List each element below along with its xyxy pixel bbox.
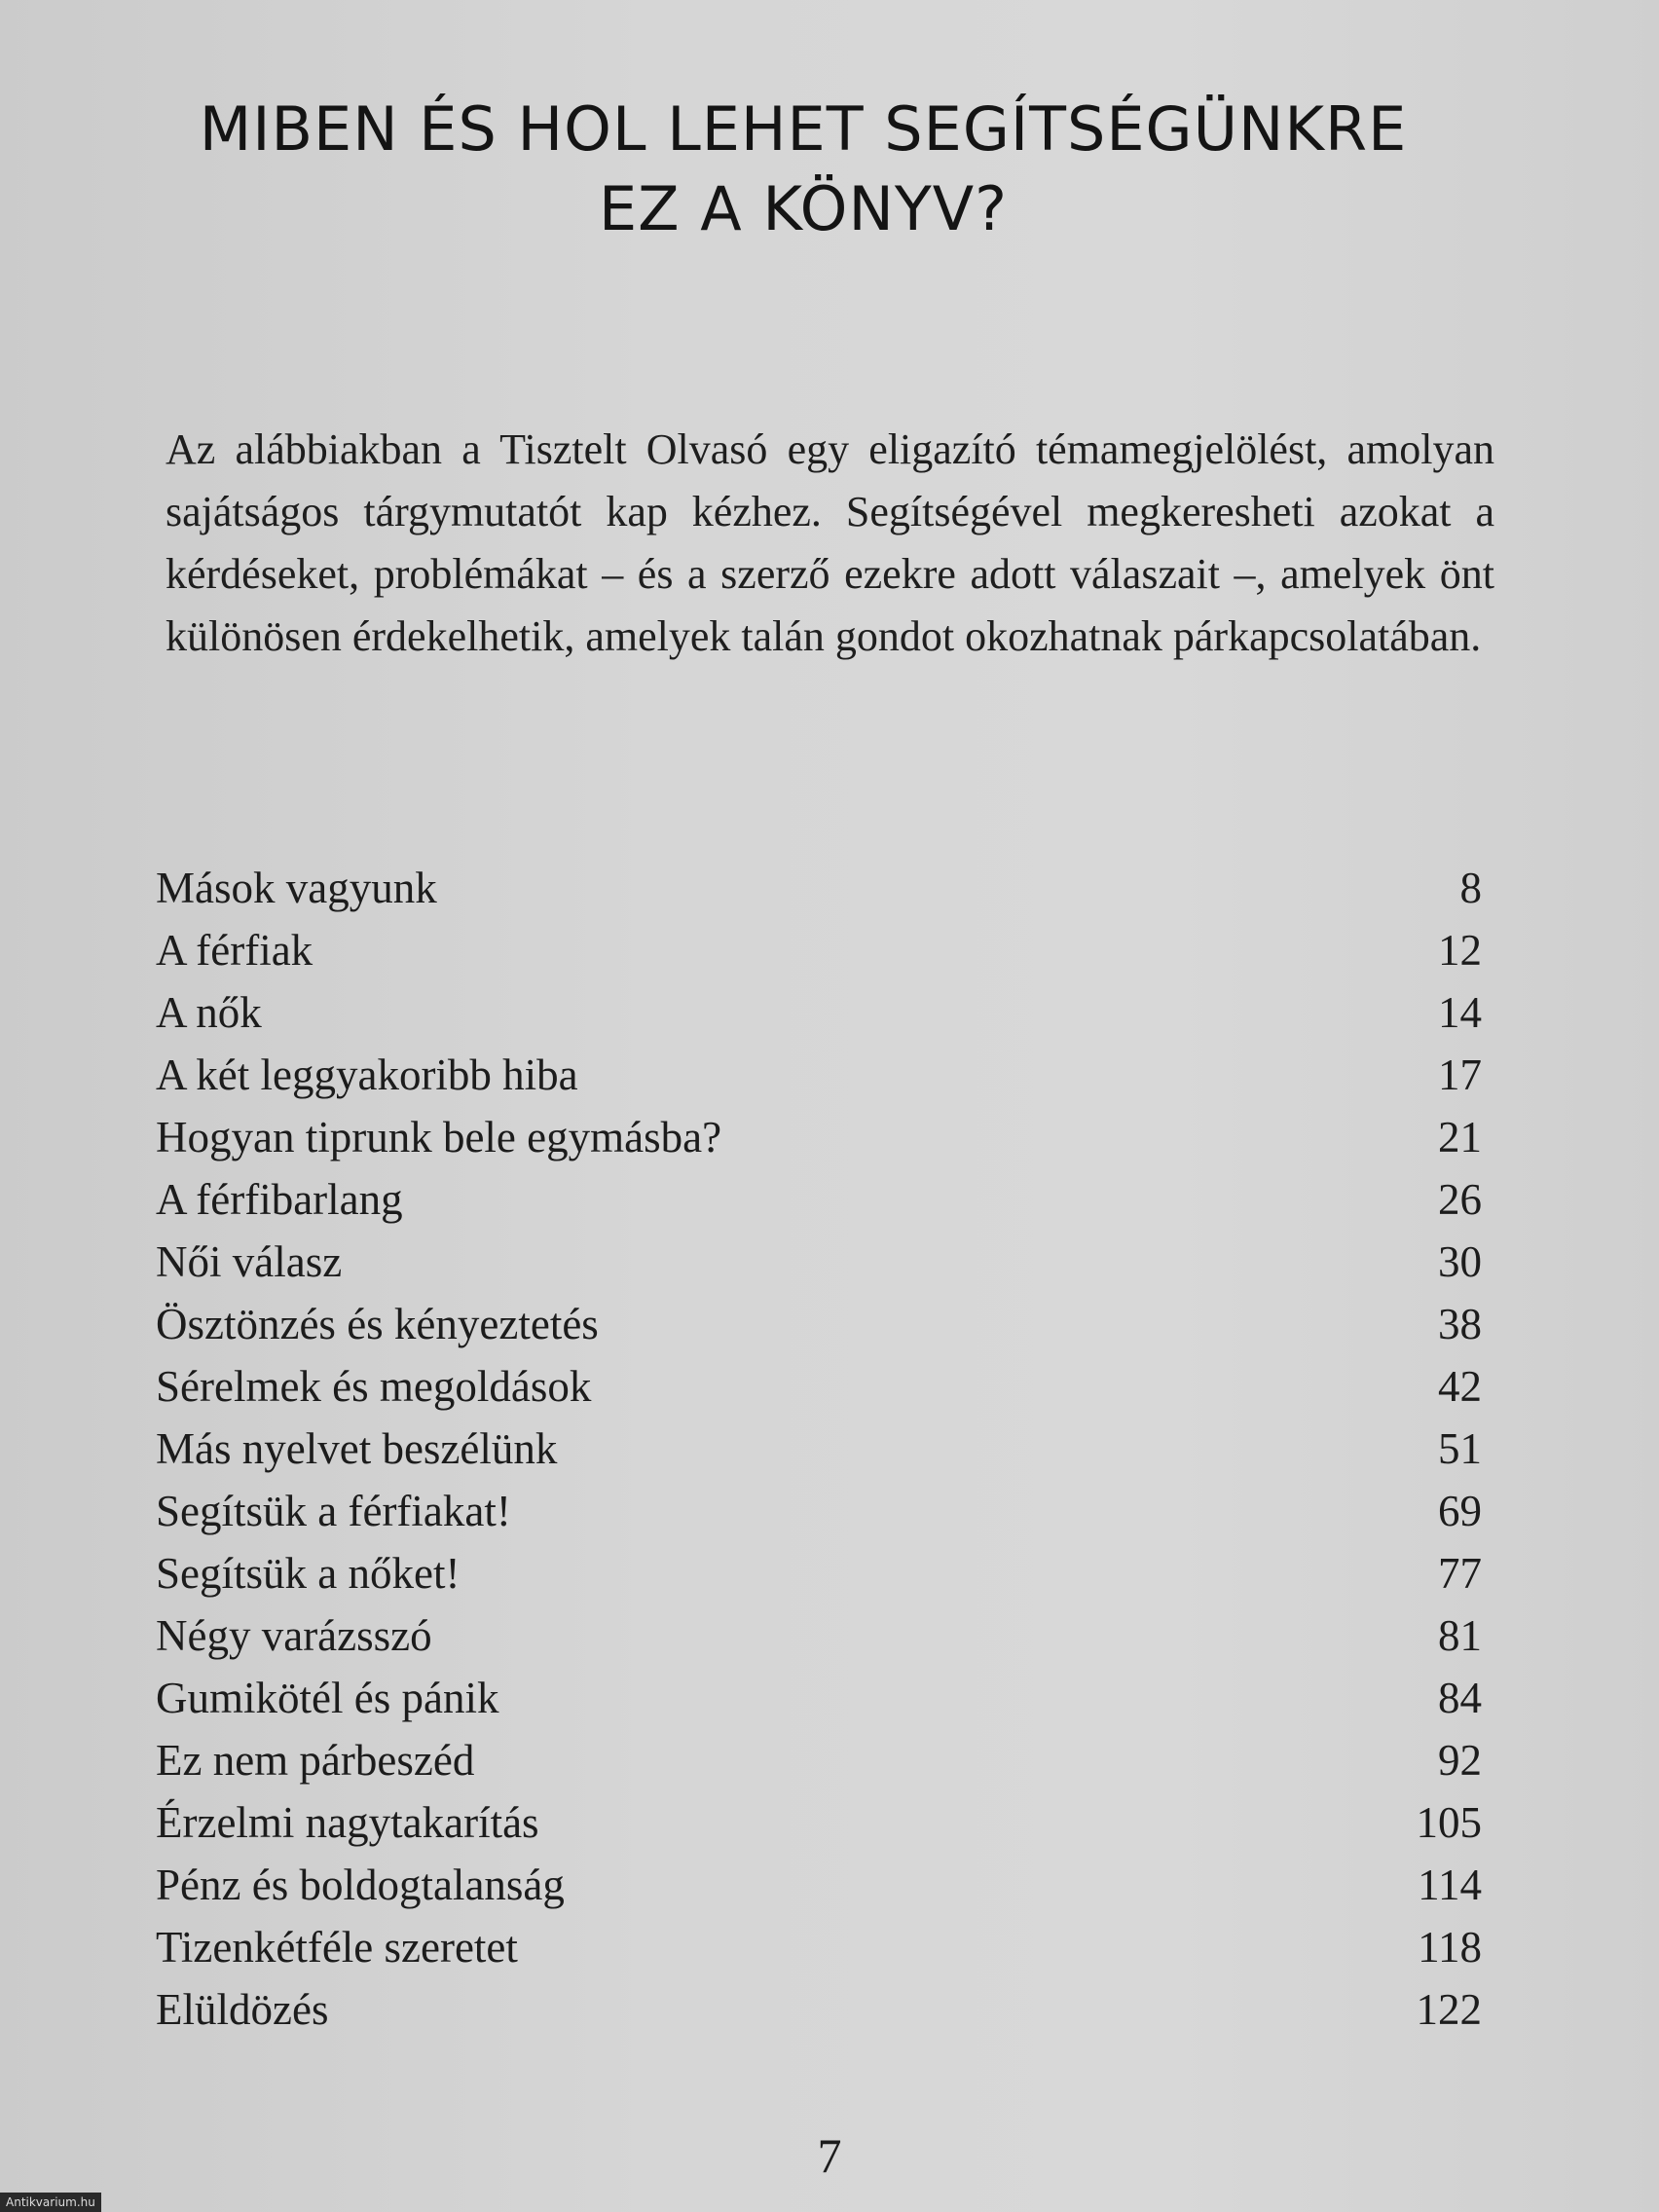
toc-entry bbox=[156, 1168, 1482, 1231]
toc-entry-page: 17 bbox=[1438, 1051, 1482, 1099]
toc-entry-page: 114 bbox=[1418, 1861, 1482, 1909]
toc-entry-title: Mások vagyunk bbox=[156, 864, 437, 912]
toc-entry-page: 30 bbox=[1438, 1237, 1482, 1286]
toc-entry-title: A férfibarlang bbox=[156, 1175, 403, 1224]
intro-paragraph: Az alábbiakban a Tisztelt Olvasó egy eligazító témamegjelölést, amolyan sajátságos tárgymutatót kap kézhez. Segítségével megkeresheti azokat a kérdéseket, problémákat – és a szerző ezekre adott válaszait –, amelyek önt különösen érdekelhetik, amelyek talán gondot okozhatnak párkapcsolatában. bbox=[166, 425, 1494, 660]
toc-entry-page: 92 bbox=[1438, 1736, 1482, 1785]
toc-entry-page: 12 bbox=[1438, 926, 1482, 975]
toc-entry bbox=[156, 1791, 1482, 1854]
toc-entry-page: 38 bbox=[1438, 1300, 1482, 1348]
toc-entry-title: A két leggyakoribb hiba bbox=[156, 1051, 578, 1099]
toc-entry-title: Gumikötél és pánik bbox=[156, 1674, 499, 1722]
toc-entry-title: Segítsük a férfiakat! bbox=[156, 1487, 511, 1535]
toc-entry-page: 51 bbox=[1438, 1424, 1482, 1473]
watermark: Antikvarium.hu bbox=[0, 2193, 101, 2212]
toc-entry-title: Négy varázsszó bbox=[156, 1611, 432, 1660]
toc-entry-page: 84 bbox=[1438, 1674, 1482, 1722]
toc-entry-title: Sérelmek és megoldások bbox=[156, 1362, 592, 1411]
toc-entry bbox=[156, 1729, 1482, 1791]
toc-entry bbox=[156, 1667, 1482, 1729]
toc-entry bbox=[156, 1044, 1482, 1106]
toc-entry bbox=[156, 1978, 1482, 2041]
toc-entry-title: Érzelmi nagytakarítás bbox=[156, 1798, 539, 1847]
toc-entry-page: 122 bbox=[1416, 1985, 1482, 2034]
toc-entry-page: 81 bbox=[1438, 1611, 1482, 1660]
toc-entry bbox=[156, 1231, 1482, 1293]
title-line-1: MIBEN ÉS HOL LEHET SEGÍTSÉGÜNKRE bbox=[199, 93, 1408, 165]
toc-entry-page: 69 bbox=[1438, 1487, 1482, 1535]
toc-entry-title: Tizenkétféle szeretet bbox=[156, 1923, 518, 1972]
toc-entry bbox=[156, 981, 1482, 1044]
toc-entry-title: Ez nem párbeszéd bbox=[156, 1736, 475, 1785]
title-line-2: EZ A KÖNYV? bbox=[598, 173, 1009, 244]
toc-entry-page: 42 bbox=[1438, 1362, 1482, 1411]
toc-entry bbox=[156, 1854, 1482, 1916]
page-number: 7 bbox=[817, 2128, 842, 2183]
toc-entry bbox=[156, 1604, 1482, 1667]
toc-entry bbox=[156, 1542, 1482, 1604]
toc-entry bbox=[156, 1355, 1482, 1418]
toc-entry bbox=[156, 1916, 1482, 1978]
toc-entry-title: A nők bbox=[156, 988, 262, 1037]
page-title bbox=[146, 90, 1460, 249]
toc-entry-title: Női válasz bbox=[156, 1237, 343, 1286]
toc-entry-page: 26 bbox=[1438, 1175, 1482, 1224]
toc-entry-title: Elüldözés bbox=[156, 1985, 329, 2034]
toc-entry-title: A férfiak bbox=[156, 926, 313, 975]
table-of-contents bbox=[156, 857, 1482, 2041]
toc-entry bbox=[156, 919, 1482, 981]
toc-entry-title: Ösztönzés és kényeztetés bbox=[156, 1300, 599, 1348]
toc-entry bbox=[156, 1480, 1482, 1542]
toc-entry-page: 8 bbox=[1459, 864, 1482, 912]
toc-entry-page: 77 bbox=[1438, 1549, 1482, 1598]
toc-entry-page: 105 bbox=[1416, 1798, 1482, 1847]
toc-entry bbox=[156, 1106, 1482, 1168]
toc-entry-title: Pénz és boldogtalanság bbox=[156, 1861, 565, 1909]
toc-entry-page: 14 bbox=[1438, 988, 1482, 1037]
toc-entry bbox=[156, 1293, 1482, 1355]
toc-entry-title: Segítsük a nőket! bbox=[156, 1549, 461, 1598]
toc-entry-title: Más nyelvet beszélünk bbox=[156, 1424, 558, 1473]
toc-entry-page: 118 bbox=[1418, 1923, 1482, 1972]
toc-entry-title: Hogyan tiprunk bele egymásba? bbox=[156, 1113, 722, 1161]
toc-entry bbox=[156, 857, 1482, 919]
toc-entry-page: 21 bbox=[1438, 1113, 1482, 1161]
toc-entry bbox=[156, 1418, 1482, 1480]
